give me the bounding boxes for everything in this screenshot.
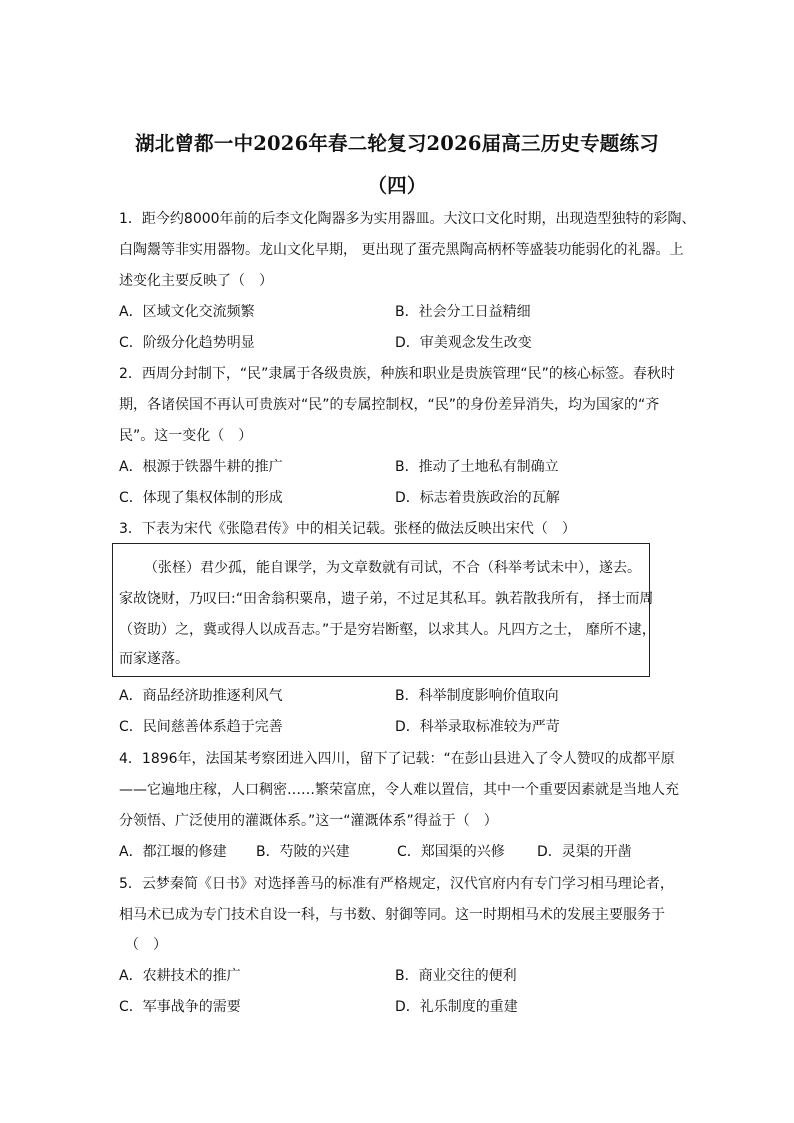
q3-quote-line-4: 而家遂落。 <box>119 651 189 667</box>
q5-option-a[interactable]: A．农耕技术的推广 <box>119 968 241 984</box>
q4-stem-line-2: ——它遍地庄稼，人口稠密……繁荣富庶，令人难以置信，其中一个重要因素就是当地人充 <box>119 782 679 798</box>
q2-option-b[interactable]: B．推动了土地私有制确立 <box>395 459 559 475</box>
q2-stem-line-2: 期，各诸侯国不再认可贵族对“民”的专属控制权，“民”的身份差异消失，均为国家的“齐 <box>119 397 660 413</box>
q2-stem-line-1: 2．西周分封制下，“民”隶属于各级贵族，种族和职业是贵族管理“民”的核心标签。春秋时 <box>119 366 675 382</box>
page-title: 湖北曾都一中2026年春二轮复习2026届高三历史专题练习 <box>135 132 659 155</box>
q4-stem-line-3: 分领悟、广泛使用的灌溉体系。”这一“灌溉体系”得益于（ ） <box>119 813 498 829</box>
q5-stem-line-3: （ ） <box>125 937 167 953</box>
q2-option-c[interactable]: C．体现了集权体制的形成 <box>119 490 283 506</box>
q5-stem-line-2: 相马术已成为专门技术自设一科，与书数、射御等同。这一时期相马术的发展主要服务于 <box>119 907 665 923</box>
q5-stem-line-1: 5．云梦秦简《日书》对选择善马的标准有严格规定，汉代官府内有专门学习相马理论者， <box>119 876 674 892</box>
q2-option-a[interactable]: A．根源于铁器牛耕的推广 <box>119 459 283 475</box>
q2-stem-line-3: 民”。这一变化（ ） <box>119 428 253 444</box>
page-subtitle: （四） <box>367 174 427 197</box>
q4-option-b[interactable]: B．芍陂的兴建 <box>256 844 350 860</box>
q1-stem-line-2: 白陶鬶等非实用器物。龙山文化早期， 更出现了蛋壳黑陶高柄杯等盛装功能弱化的礼器。上 <box>119 242 684 258</box>
q1-stem-line-1: 1．距今约8000年前的后李文化陶器多为实用器皿。大汶口文化时期，出现造型独特的彩陶、 <box>119 211 696 227</box>
q3-stem-line-1: 3．下表为宋代《张隐君传》中的相关记载。张柽的做法反映出宋代（ ） <box>119 521 576 537</box>
q4-option-a[interactable]: A．都江堰的修建 <box>119 844 227 860</box>
q1-option-c[interactable]: C．阶级分化趋势明显 <box>119 335 255 351</box>
q5-option-c[interactable]: C．军事战争的需要 <box>119 999 241 1015</box>
q1-option-a[interactable]: A．区域文化交流频繁 <box>119 304 255 320</box>
q1-stem-line-3: 述变化主要反映了（ ） <box>119 273 273 289</box>
q1-option-b[interactable]: B．社会分工日益精细 <box>395 304 531 320</box>
q2-option-d[interactable]: D．标志着贵族政治的瓦解 <box>395 490 560 506</box>
q3-quote-line-3: （资助）之，冀或得人以成吾志。”于是穷岩断壑，以求其人。凡四方之士， 靡所不逮， <box>119 622 656 638</box>
q3-option-a[interactable]: A．商品经济助推逐利风气 <box>119 688 283 704</box>
q1-option-d[interactable]: D．审美观念发生改变 <box>395 335 532 351</box>
q4-option-d[interactable]: D．灵渠的开凿 <box>537 844 632 860</box>
q3-quote-line-2: 家故饶财，乃叹曰:“田舍翁积粟帛，遗子弟，不过足其私耳。孰若散我所有， 择士而周 <box>119 591 654 607</box>
q3-source-quote-box <box>112 543 656 677</box>
q3-option-c[interactable]: C．民间慈善体系趋于完善 <box>119 719 283 735</box>
q4-option-c[interactable]: C．郑国渠的兴修 <box>397 844 505 860</box>
q4-stem-line-1: 4．1896年，法国某考察团进入四川，留下了记载：“在彭山县进入了令人赞叹的成都平原 <box>119 751 675 767</box>
q5-option-d[interactable]: D．礼乐制度的重建 <box>395 999 518 1015</box>
q3-option-d[interactable]: D．科举录取标准较为严苛 <box>395 719 560 735</box>
q3-quote-line-1: （张柽）君少孤，能自课学，为文章数就有司试，不合（科举考试未中），遂去。 <box>123 560 641 576</box>
q5-option-b[interactable]: B．商业交往的便利 <box>395 968 517 984</box>
q3-option-b[interactable]: B．科举制度影响价值取向 <box>395 688 559 704</box>
